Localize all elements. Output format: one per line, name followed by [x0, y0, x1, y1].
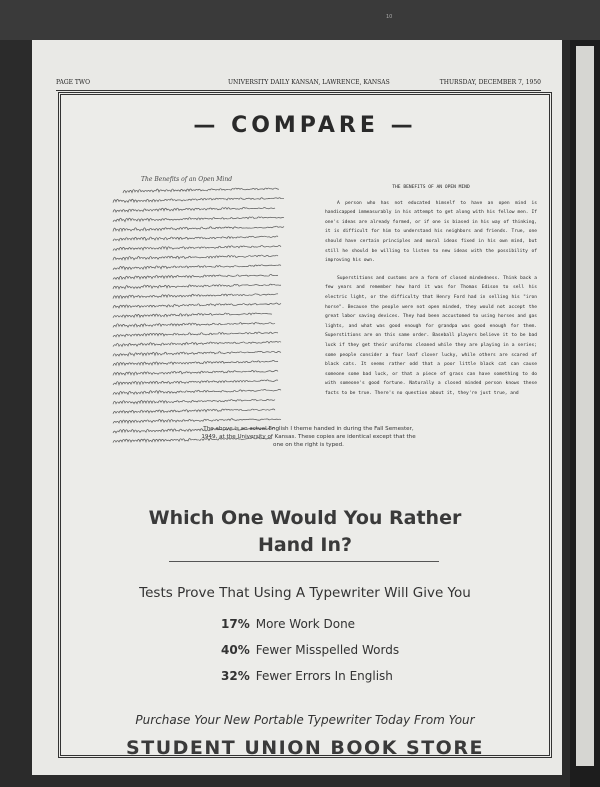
stat-text: Fewer Misspelled Words	[255, 643, 400, 657]
header-masthead: UNIVERSITY DAILY KANSAN, LAWRENCE, KANSAS	[228, 79, 390, 86]
newspaper-page	[32, 40, 562, 775]
stat-row	[221, 617, 355, 631]
handwriting-stroke	[113, 409, 275, 414]
purchase-line: Purchase Your New Portable Typewriter Today From Your	[135, 713, 475, 727]
handwriting-stroke	[123, 188, 279, 193]
stat-text: Fewer Errors In English	[255, 669, 393, 683]
scan-background	[0, 0, 600, 40]
advertisement	[58, 92, 552, 758]
headline-line-2: Hand In?	[257, 534, 353, 556]
handwriting-stroke	[113, 265, 281, 270]
typed-paragraph: Superstitions and customs are a form of closed mindedness. Think back a few years and remember how hard it was for Thomas Edison to sell his electric light, or the difficulty that Henry Ford had in selling his "iron horse". Because the people were not open minded, they would not accept the great labor saving devices. They had been accustomed to using horses and gas lights, and what was good enough for grandpa was good enough for them. Superstitions are on this same order. Baseball players believe it to be bad luck if they get their uniforms cleaned while they are playing in a series; some people consider a four leaf clover lucky, while others are scared of black cats. It seems rather odd that a poor little black cat can cause someone some bad luck, or that a piece of grass can have something to do with someone's good fortune. Naturally a closed minded person knows these facts to be true. There's no question about it, they're just true, and	[325, 275, 537, 396]
headline	[61, 505, 549, 559]
handwriting-stroke	[113, 236, 278, 241]
handwriting-stroke	[113, 246, 281, 251]
tests-line: Tests Prove That Using A Typewriter Will Give You	[139, 585, 471, 601]
handwriting-stroke	[113, 322, 275, 327]
handwriting-stroke	[113, 332, 278, 337]
handwritten-theme	[111, 173, 291, 498]
facing-page-edge	[576, 46, 594, 766]
page-marker: 10	[386, 14, 393, 20]
typed-theme	[325, 183, 537, 406]
handwriting-stroke	[113, 284, 281, 289]
stat-row	[221, 643, 399, 657]
page-header	[56, 78, 541, 91]
handwriting-stroke	[113, 351, 281, 356]
stat-text: More Work Done	[255, 617, 356, 631]
handwriting-stroke	[113, 198, 284, 203]
handwriting-stroke	[113, 380, 278, 385]
handwriting-stroke	[113, 361, 278, 366]
handwritten-title: The Benefits of an Open Mind	[141, 176, 233, 183]
stat-row	[221, 669, 393, 683]
typed-paragraph: A person who has not educated himself to have an open mind is handicapped immeasurably in his attempt to get along with his fellow men. If one's ideas are already formed, or if one is biased in his way of thinking, it is difficult for him to understand his neighbors and friends. True, one should have certain principles and moral ideas fixed in his own mind, but still he should be willing to listen to new ideas with the possibility of improving his own.	[325, 200, 537, 264]
handwriting-stroke	[113, 342, 281, 347]
handwriting-stroke	[113, 217, 284, 222]
header-date: THURSDAY, DECEMBER 7, 1950	[439, 79, 541, 86]
handwriting-stroke	[113, 313, 272, 318]
header-page-number: PAGE TWO	[56, 79, 90, 86]
handwriting-stroke	[113, 207, 275, 212]
ad-title: — COMPARE —	[193, 113, 417, 138]
handwriting-stroke	[113, 274, 278, 279]
handwriting-stroke	[113, 294, 278, 299]
headline-line-1: Which One Would You Rather	[148, 507, 462, 529]
handwriting-stroke	[113, 389, 281, 394]
handwriting-image	[111, 173, 291, 498]
typed-title: THE BENEFITS OF AN OPEN MIND	[392, 185, 470, 190]
handwriting-stroke	[113, 399, 275, 404]
store-name: STUDENT UNION BOOK STORE	[126, 737, 484, 759]
handwriting-stroke	[113, 370, 278, 375]
caption: The above is an actual English I theme handed in during the Fall Semester, 1949, at the University of Kansas. These copies are identical except that the one on the right is typed.	[201, 426, 416, 448]
handwriting-stroke	[113, 419, 281, 424]
stat-percent: 40%	[221, 643, 250, 657]
stat-percent: 32%	[221, 669, 250, 683]
stat-percent: 17%	[221, 617, 250, 631]
divider	[169, 561, 439, 562]
handwriting-stroke	[113, 303, 281, 308]
handwriting-stroke	[113, 255, 278, 260]
handwriting-stroke	[113, 226, 284, 231]
